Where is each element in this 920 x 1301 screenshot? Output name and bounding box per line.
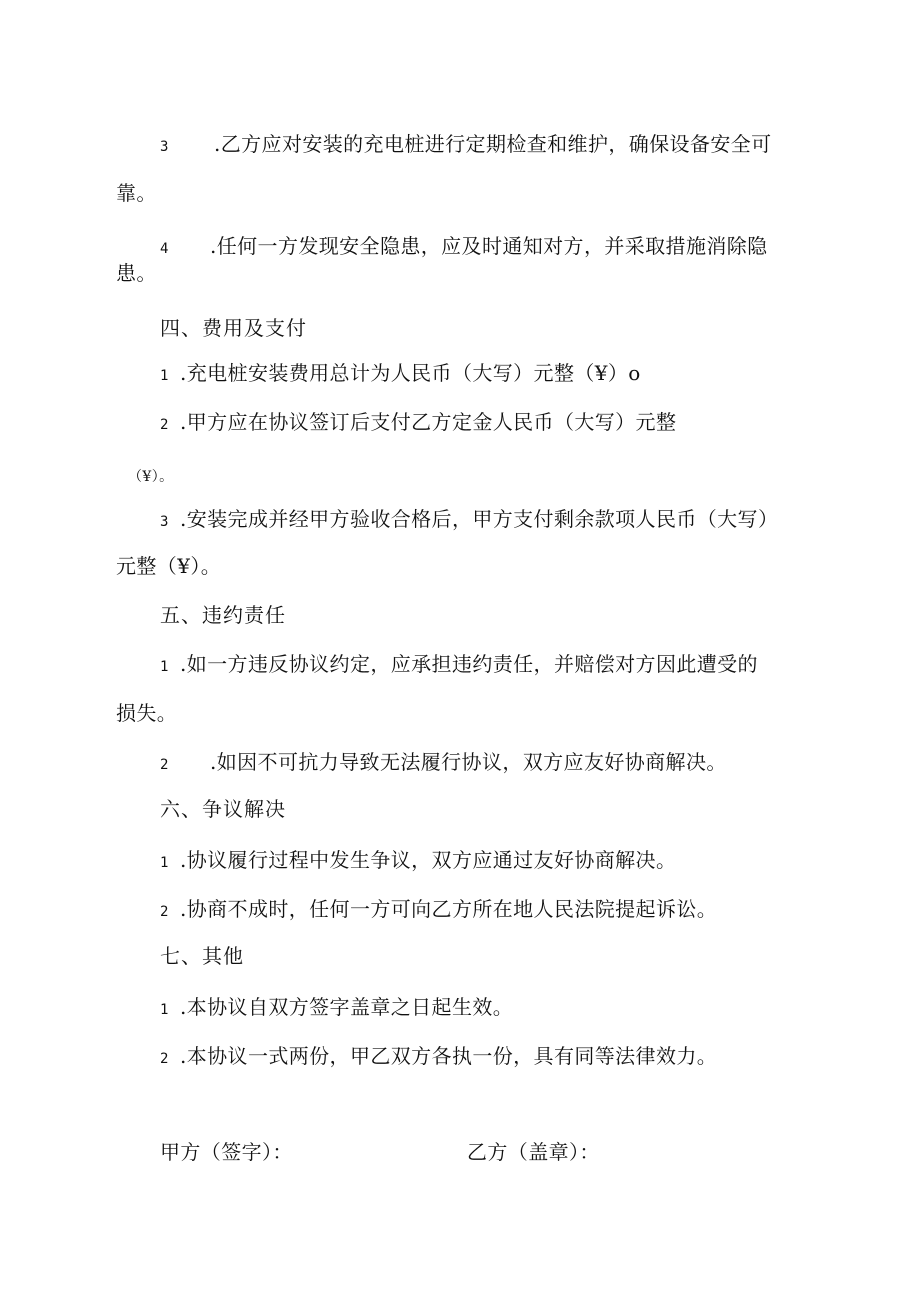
item-text: .如一方违反协议约定，应承担违约责任，并赔偿对方因此遭受的 xyxy=(180,652,758,676)
section-heading-dispute: 六、争议解决 xyxy=(160,797,286,821)
item-text: .甲方应在协议签订后支付乙方定金人民币（大写）元整 xyxy=(180,410,677,434)
item-number: 1 xyxy=(160,368,169,384)
other-item-2 xyxy=(160,1044,717,1071)
signature-party-a: 甲方（签字）： xyxy=(160,1140,293,1164)
section-heading-breach: 五、违约责任 xyxy=(160,603,286,627)
dispute-item-2 xyxy=(160,897,717,924)
section-heading-other: 七、其他 xyxy=(160,944,244,968)
fees-item-2-line-1 xyxy=(160,410,676,437)
item-text: .协商不成时，任何一方可向乙方所在地人民法院提起诉讼。 xyxy=(180,897,718,921)
item-number: 2 xyxy=(160,757,169,773)
item-number: 1 xyxy=(160,659,169,675)
item-text: .安装完成并经甲方验收合格后，甲方支付剩余款项人民币（大写） xyxy=(180,507,779,531)
breach-item-2 xyxy=(160,750,727,777)
item-text: .如因不可抗力导致无法履行协议，双方应友好协商解决。 xyxy=(210,750,727,774)
safety-item-3-line-1 xyxy=(160,132,772,159)
item-text: .本协议自双方签字盖章之日起生效。 xyxy=(180,995,514,1019)
item-number: 1 xyxy=(160,855,169,871)
item-number: 1 xyxy=(160,1002,169,1018)
breach-item-1-line-2: 损失。 xyxy=(116,701,178,725)
item-text: .任何一方发现安全隐患，应及时通知对方，并采取措施消除隐 xyxy=(210,234,768,258)
safety-item-4-line-2: 患。 xyxy=(116,261,157,285)
fees-item-3-line-1 xyxy=(160,507,778,534)
item-number: 4 xyxy=(160,241,169,257)
breach-item-1-line-1 xyxy=(160,652,758,679)
fees-item-2-line-2: （¥）。 xyxy=(128,469,174,485)
safety-item-4-line-1 xyxy=(160,234,768,261)
section-heading-fees: 四、费用及支付 xyxy=(160,316,307,340)
item-number: 2 xyxy=(160,1051,169,1067)
fees-item-3-line-2: 元整（¥）。 xyxy=(116,554,222,578)
item-number: 3 xyxy=(160,139,169,155)
dispute-item-1 xyxy=(160,848,676,875)
item-text: .本协议一式两份，甲乙双方各执一份，具有同等法律效力。 xyxy=(180,1044,718,1068)
item-text: .乙方应对安装的充电桩进行定期检查和维护，确保设备安全可 xyxy=(214,132,772,156)
item-text: .充电桩安装费用总计为人民币（大写）元整（¥）o xyxy=(180,361,641,385)
safety-item-3-line-2: 靠。 xyxy=(116,181,157,205)
other-item-1 xyxy=(160,995,513,1022)
signature-party-b: 乙方（盖章）： xyxy=(467,1140,600,1164)
item-number: 3 xyxy=(160,514,169,530)
fees-item-1 xyxy=(160,361,641,388)
item-text: .协议履行过程中发生争议，双方应通过友好协商解决。 xyxy=(180,848,677,872)
item-number: 2 xyxy=(160,904,169,920)
item-number: 2 xyxy=(160,417,169,433)
